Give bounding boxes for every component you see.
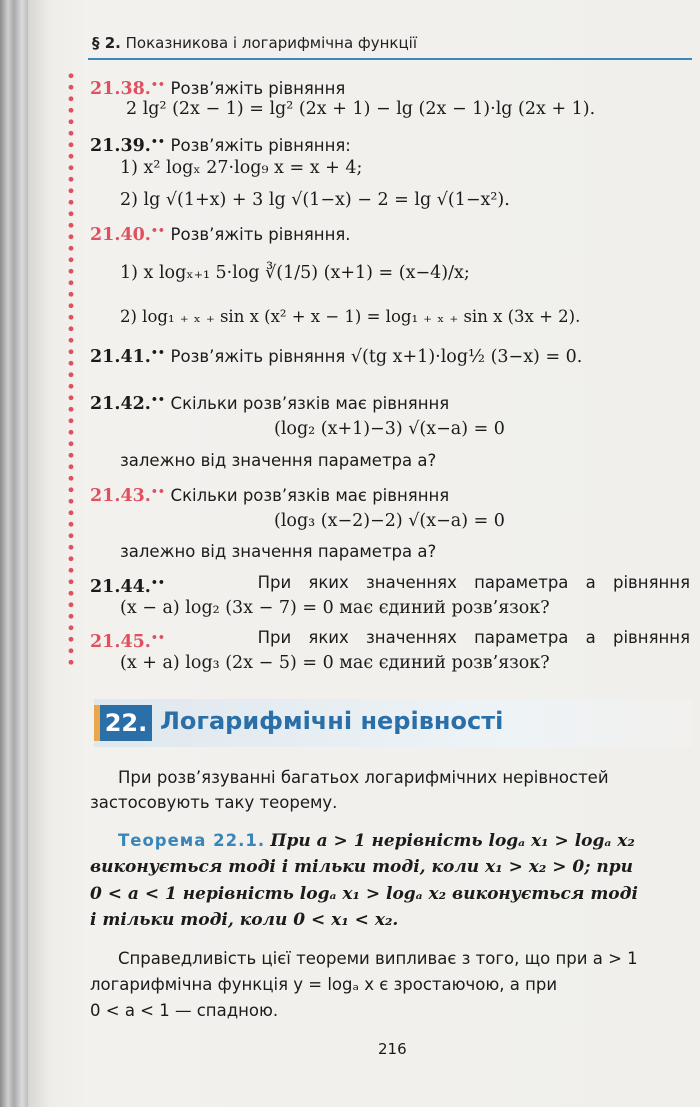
- intro-line-2: застосовують таку теорему.: [90, 793, 338, 812]
- section-number-badge: 22.: [100, 705, 152, 741]
- equation-21-44: (x − a) log₂ (3x − 7) = 0 має єдиний розв’язок?: [120, 598, 550, 618]
- problem-21-43-tail: залежно від значення параметра a?: [120, 542, 437, 561]
- closing-line-2: логарифмічна функція y = logₐ x є зростаючою, а при: [90, 975, 558, 994]
- dotted-margin-line: [67, 70, 75, 670]
- theorem-line-3: 0 < a < 1 нерівність logₐ x₁ > logₐ x₂ виконується тоді: [90, 884, 638, 904]
- equation-21-39-2: 2) lg √(1+x) + 3 lg √(1−x) − 2 = lg √(1−x²).: [120, 190, 510, 210]
- theorem-line-2: виконується тоді і тільки тоді, коли x₁ > x₂ > 0; при: [90, 857, 634, 877]
- running-header: [92, 34, 417, 52]
- problem-21-40: [90, 220, 351, 246]
- problem-21-39: [90, 131, 351, 157]
- section-title: Логарифмічні нерівності: [160, 707, 504, 735]
- equation-21-41: √(tg x+1)·log½ (3−x) = 0.: [350, 347, 583, 367]
- problem-number: 21.42.••: [90, 393, 165, 414]
- problem-number: 21.40.••: [90, 224, 165, 245]
- problem-21-41: [90, 342, 582, 368]
- equation-21-38: 2 lg² (2x − 1) = lg² (2x + 1) − lg (2x − 1)·lg (2x + 1).: [126, 99, 596, 119]
- equation-21-42: (log₂ (x+1)−3) √(x−a) = 0: [274, 419, 505, 439]
- intro-line-1: При розв’язуванні багатьох логарифмічних нерівностей: [118, 768, 609, 787]
- problem-statement: При яких значеннях параметра a рівняння: [257, 573, 690, 592]
- problem-statement: Розв’яжіть рівняння:: [170, 136, 351, 155]
- equation-21-40-2: 2) log₁ ₊ ₓ ₊ sin x (x² + x − 1) = log₁ ₊ ₓ ₊ sin x (3x + 2).: [120, 307, 581, 326]
- equation-21-43: (log₃ (x−2)−2) √(x−a) = 0: [274, 511, 505, 531]
- equation-21-45: (x + a) log₃ (2x − 5) = 0 має єдиний розв’язок?: [120, 653, 550, 673]
- problem-number: 21.43.••: [90, 485, 165, 506]
- problem-21-42: [90, 389, 449, 415]
- problem-number: 21.38.••: [90, 78, 165, 99]
- book-spine: [0, 0, 28, 1107]
- closing-line-1: Справедливість цієї теореми випливає з того, що при a > 1: [118, 949, 638, 968]
- problem-number: 21.45.••: [90, 631, 165, 652]
- problem-number: 21.44.••: [90, 576, 165, 597]
- problem-21-43: [90, 481, 449, 507]
- theorem-label: Теорема 22.1.: [118, 831, 266, 850]
- theorem-line-1: [118, 829, 635, 853]
- problem-statement: Розв’яжіть рівняння.: [170, 225, 351, 244]
- header-section: § 2.: [92, 34, 121, 52]
- problem-21-45: [90, 627, 690, 653]
- problem-statement: При яких значеннях параметра a рівняння: [257, 628, 690, 647]
- equation-21-40-1: 1) x logₓ₊₁ 5·log ∛(1/5) (x+1) = (x−4)/x;: [120, 263, 470, 283]
- problem-21-42-tail: залежно від значення параметра a?: [120, 451, 437, 470]
- page-number: 216: [378, 1040, 407, 1058]
- theorem-text-1: При a > 1 нерівність logₐ x₁ > logₐ x₂: [270, 831, 635, 851]
- problem-statement: Скільки розв’язків має рівняння: [170, 394, 450, 413]
- problem-statement: Скільки розв’язків має рівняння: [170, 486, 450, 505]
- problem-statement: Розв’яжіть рівняння: [170, 79, 346, 98]
- equation-21-39-1: 1) x² logₓ 27·log₉ x = x + 4;: [120, 158, 363, 178]
- problem-number: 21.39.••: [90, 135, 165, 156]
- problem-statement: Розв’яжіть рівняння: [170, 347, 346, 366]
- problem-number: 21.41.••: [90, 346, 165, 367]
- problem-21-38: [90, 74, 345, 100]
- problem-21-44: [90, 572, 690, 598]
- header-rule: [88, 58, 692, 60]
- theorem-line-4: і тільки тоді, коли 0 < x₁ < x₂.: [90, 910, 399, 930]
- closing-line-3: 0 < a < 1 — спадною.: [90, 1001, 279, 1020]
- header-title: Показникова і логарифмічна функції: [125, 34, 418, 52]
